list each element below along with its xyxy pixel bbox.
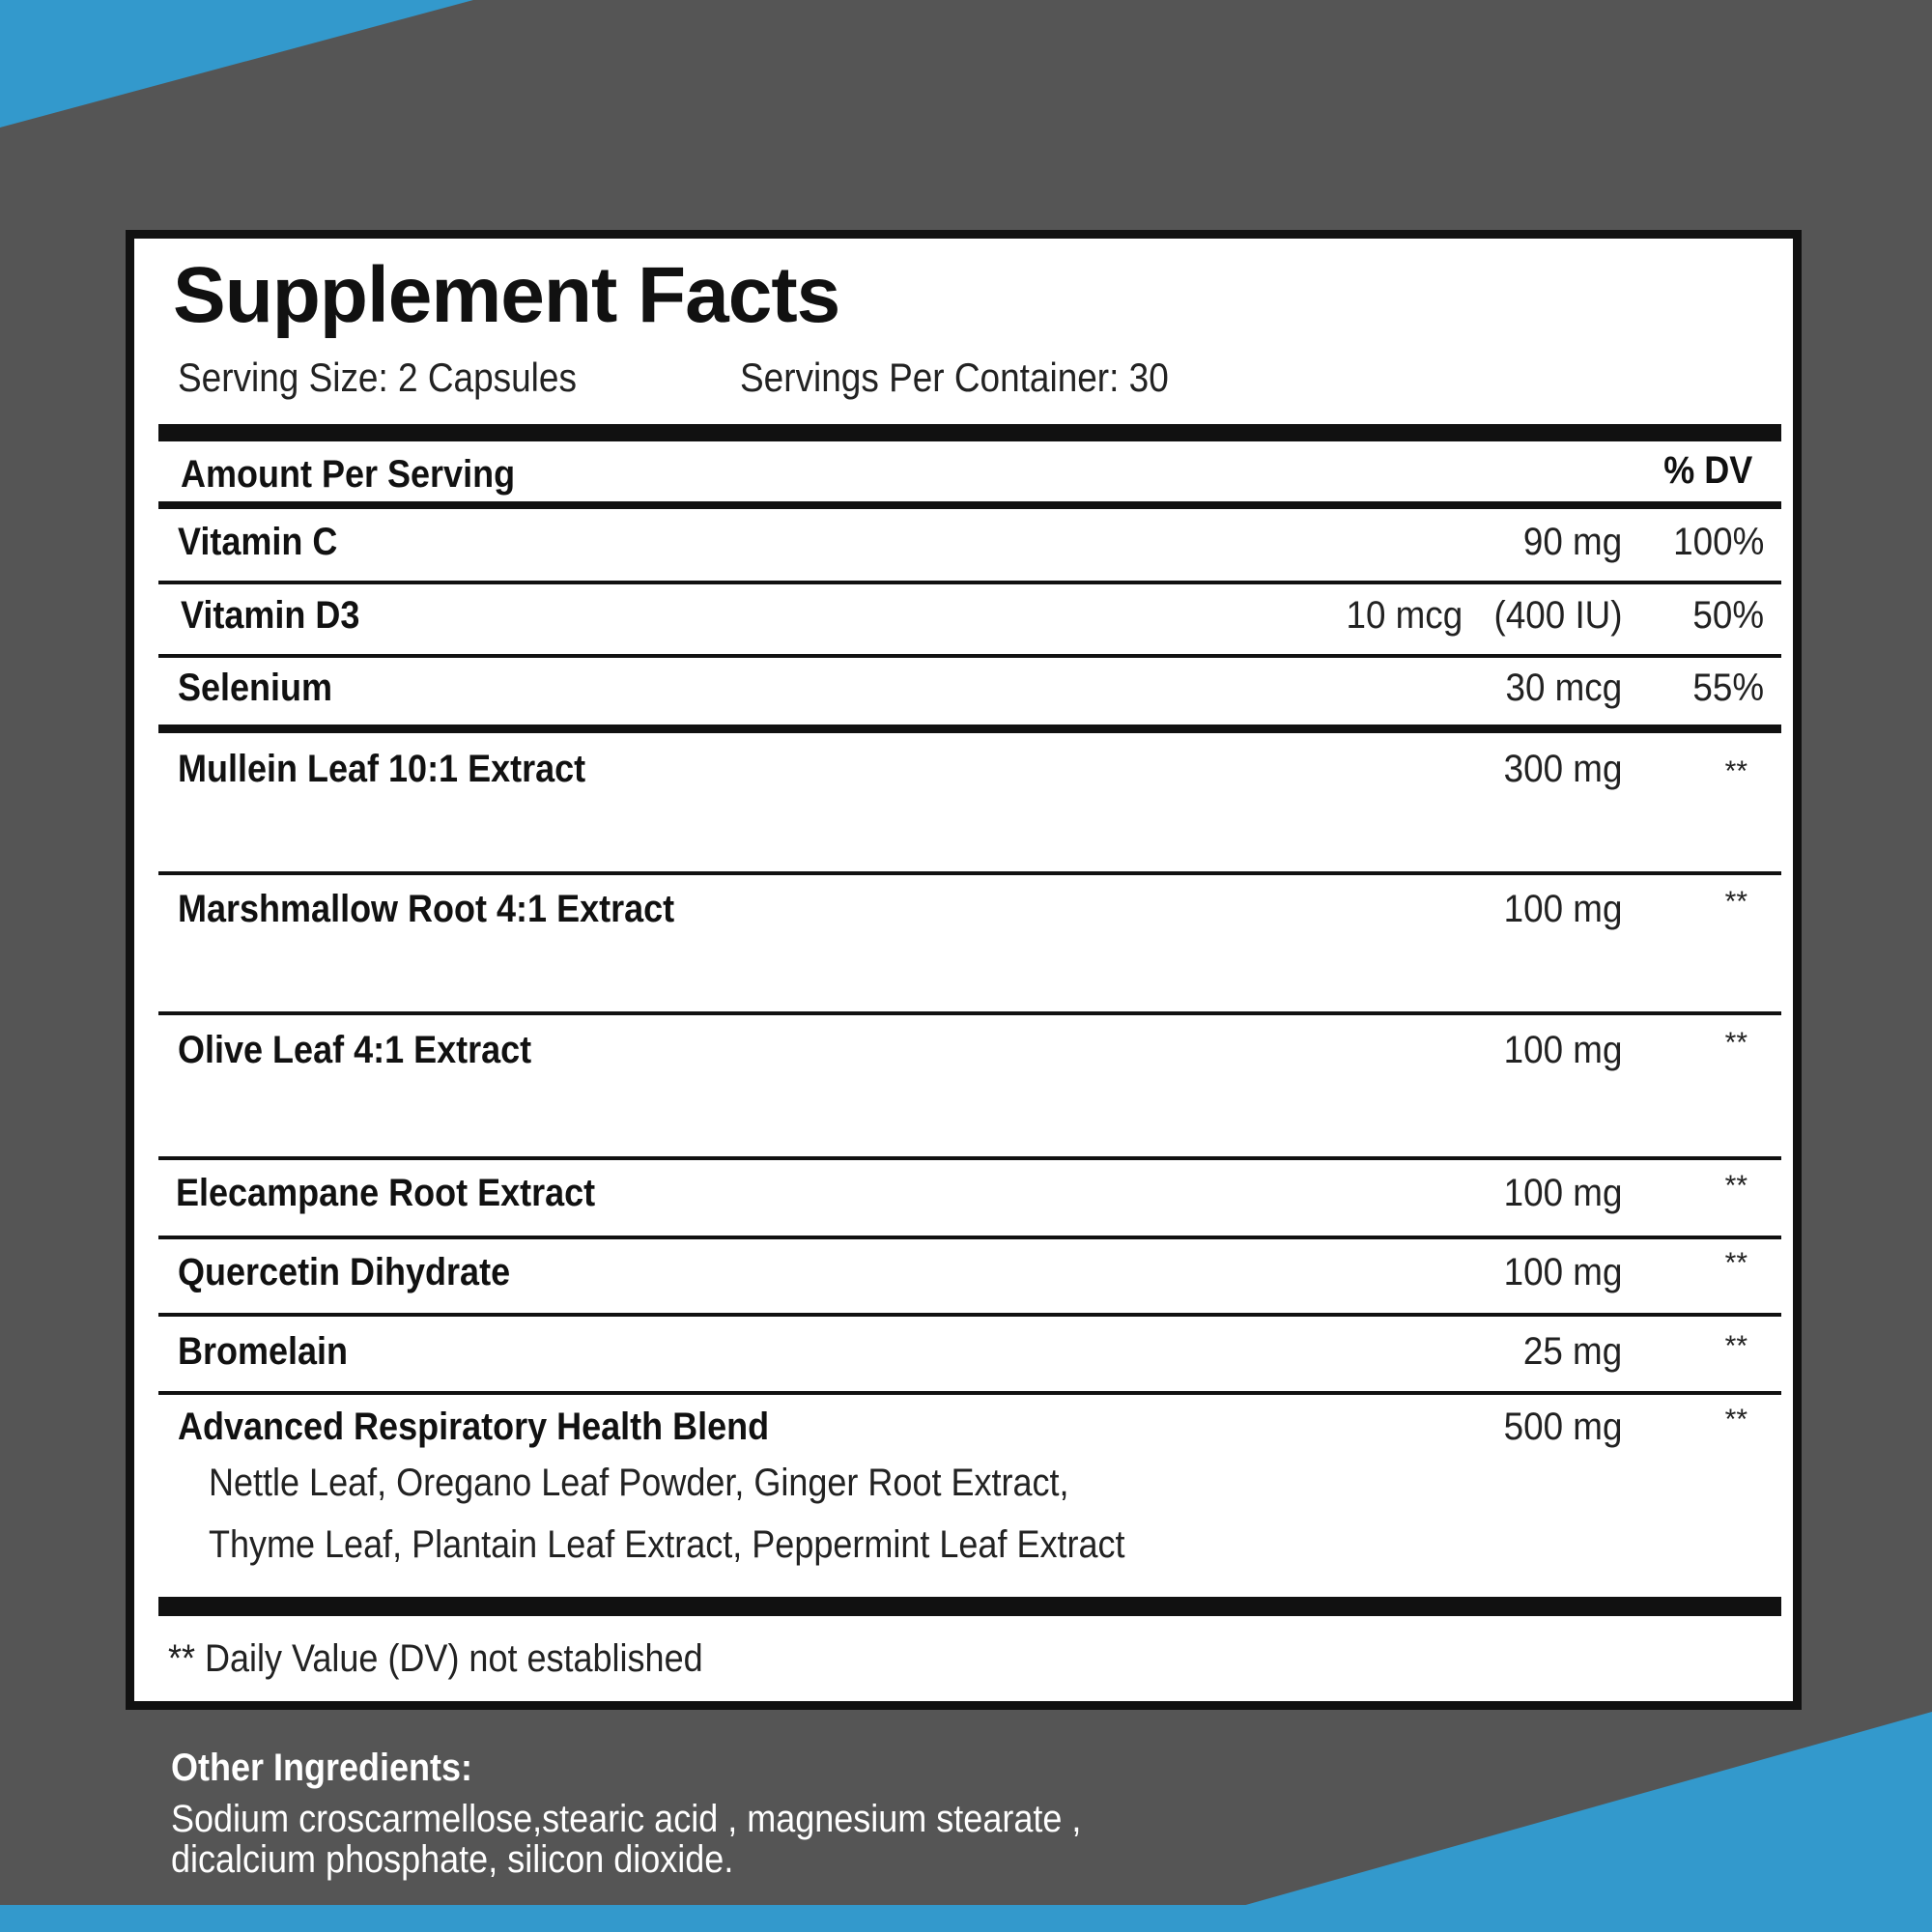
ingredient-name: Marshmallow Root 4:1 Extract [178,888,675,930]
ingredient-name: Bromelain [178,1330,349,1373]
nutrient-name: Vitamin D3 [181,594,360,637]
ingredient-dv: ** [1724,1170,1747,1202]
ingredient-name: Mullein Leaf 10:1 Extract [178,748,586,790]
ingredient-amount: 100 mg [1503,888,1622,930]
ingredient-name: Quercetin Dihydrate [178,1251,511,1293]
row-divider [158,654,1781,658]
label-title: Supplement Facts [173,251,840,339]
row-divider [158,1156,1781,1160]
other-ingredients-line: dicalcium phosphate, silicon dioxide. [171,1838,734,1881]
nutrient-amount: 30 mcg [1505,667,1622,709]
ingredient-dv: ** [1724,1404,1747,1435]
ingredient-name: Advanced Respiratory Health Blend [178,1406,770,1448]
ingredient-name: Elecampane Root Extract [176,1172,596,1214]
nutrient-dv: 55% [1692,667,1764,709]
amount-per-serving-header: Amount Per Serving [181,453,516,496]
nutrient-dv: 50% [1692,594,1764,637]
nutrient-name: Vitamin C [178,521,338,563]
ingredient-amount: 100 mg [1503,1029,1622,1071]
thick-divider [158,424,1781,441]
ingredient-dv: ** [1724,755,1747,787]
ingredient-amount: 100 mg [1503,1172,1622,1214]
dv-footnote: ** Daily Value (DV) not established [168,1637,703,1680]
ingredient-dv: ** [1724,886,1747,918]
thick-divider [158,1597,1781,1616]
bottom-accent-strip [0,1905,1932,1932]
row-divider [158,871,1781,875]
nutrient-amount: 90 mg [1522,521,1622,563]
blend-ingredients-line: Thyme Leaf, Plantain Leaf Extract, Peppermint Leaf Extract [209,1523,1125,1566]
row-divider [158,1236,1781,1239]
other-ingredients-line: Sodium croscarmellose,stearic acid , magnesium stearate , [171,1798,1082,1840]
dv-header: % DV [1662,449,1752,492]
ingredient-amount: 300 mg [1503,748,1622,790]
serving-size: Serving Size: 2 Capsules [178,355,577,400]
ingredient-amount: 25 mg [1522,1330,1622,1373]
row-divider [158,1391,1781,1395]
row-divider [158,1011,1781,1015]
nutrient-amount-primary: 10 mcg [1346,594,1463,637]
ingredient-dv: ** [1724,1330,1747,1362]
bottom-right-accent [1150,1712,1932,1932]
supplement-facts-panel [126,230,1802,1710]
row-divider [158,581,1781,584]
ingredient-dv: ** [1724,1027,1747,1059]
nutrient-name: Selenium [178,667,333,709]
medium-divider [158,724,1781,733]
ingredient-name: Olive Leaf 4:1 Extract [178,1029,532,1071]
medium-divider [158,501,1781,509]
ingredient-amount: 500 mg [1503,1406,1622,1448]
ingredient-amount: 100 mg [1503,1251,1622,1293]
top-left-accent [0,0,473,128]
other-ingredients-title: Other Ingredients: [171,1747,473,1789]
nutrient-amount: (400 IU) [1493,594,1622,637]
ingredient-dv: ** [1724,1247,1747,1279]
servings-per-container: Servings Per Container: 30 [740,355,1169,400]
row-divider [158,1313,1781,1317]
other-ingredients-text [171,1799,1081,1880]
blend-ingredients-line: Nettle Leaf, Oregano Leaf Powder, Ginger Root Extract, [209,1462,1069,1504]
nutrient-dv: 100% [1672,521,1764,563]
